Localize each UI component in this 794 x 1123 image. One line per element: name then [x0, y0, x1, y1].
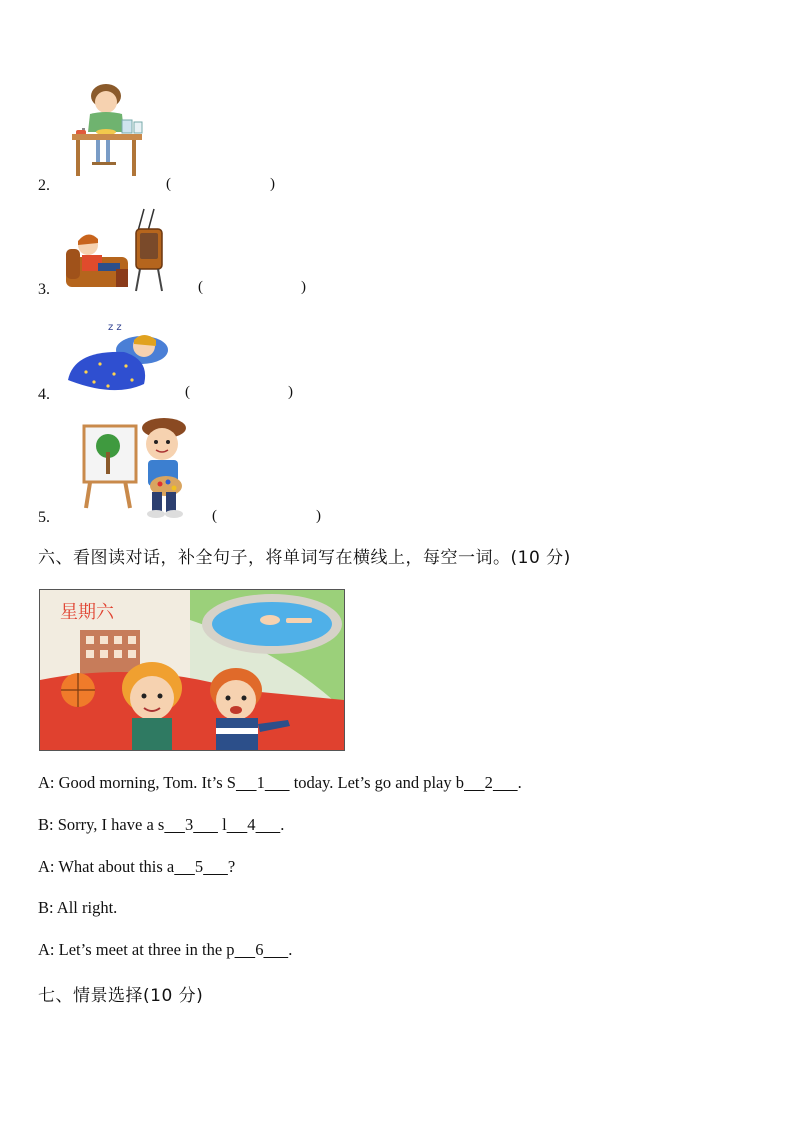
answer-paren-close: )	[270, 176, 275, 192]
answer-paren-close: )	[301, 279, 306, 295]
answer-paren-open: (	[212, 508, 217, 524]
answer-paren-open: (	[185, 384, 190, 400]
dialogue-text: .	[517, 773, 522, 792]
dialogue-line	[38, 857, 235, 877]
answer-slot[interactable]	[178, 176, 266, 194]
answer-paren-close: )	[288, 384, 293, 400]
section-heading: 七、情景选择(10 分)	[38, 986, 204, 1006]
section-heading: 六、看图读对话，补全句子，将单词写在横线上，每空一词。(10 分)	[38, 548, 571, 568]
dialogue-line	[38, 940, 292, 960]
dialogue-text: A: What about this a	[38, 857, 175, 876]
watching-tv-picture	[64, 207, 168, 293]
fill-blank-5[interactable]: 5	[194, 857, 204, 876]
picture-label: 星期六	[60, 602, 114, 623]
dialogue-text: today. Let’s go and play b	[289, 773, 464, 792]
answer-slot[interactable]	[210, 279, 298, 297]
fill-blank-4[interactable]: 4	[247, 815, 256, 834]
answer-slot[interactable]	[197, 384, 285, 402]
sleeping-picture	[64, 316, 170, 400]
dialogue-text: l	[217, 815, 227, 834]
answer-paren-close: )	[316, 508, 321, 524]
fill-blank-6[interactable]: 6	[255, 940, 264, 959]
answer-paren-open: (	[166, 176, 171, 192]
dialogue-line	[38, 815, 284, 835]
dialogue-text: B: All right.	[38, 898, 118, 917]
saturday-scene-picture	[39, 589, 345, 751]
dialogue-text: ?	[227, 857, 236, 876]
fill-blank-3[interactable]: 3	[184, 815, 194, 834]
answer-paren-open: (	[198, 279, 203, 295]
fill-blank-1[interactable]: 1	[256, 773, 265, 792]
eating-picture	[70, 84, 146, 178]
item-number: 5.	[38, 509, 50, 526]
dialogue-text: A: Let’s meet at three in the p	[38, 940, 235, 959]
item-number: 2.	[38, 177, 50, 194]
item-number: 4.	[38, 386, 50, 403]
svg-text:z z: z z	[108, 322, 122, 333]
dialogue-line	[38, 898, 117, 918]
dialogue-text: .	[280, 815, 285, 834]
fill-blank-2[interactable]: 2	[484, 773, 493, 792]
painting-picture	[76, 412, 194, 520]
dialogue-line	[38, 773, 522, 793]
answer-slot[interactable]	[224, 508, 312, 526]
item-number: 3.	[38, 281, 50, 298]
dialogue-text: B: Sorry, I have a s	[38, 815, 165, 834]
dialogue-text: A: Good morning, Tom. It’s S	[38, 773, 236, 792]
dialogue-text: .	[288, 940, 293, 959]
